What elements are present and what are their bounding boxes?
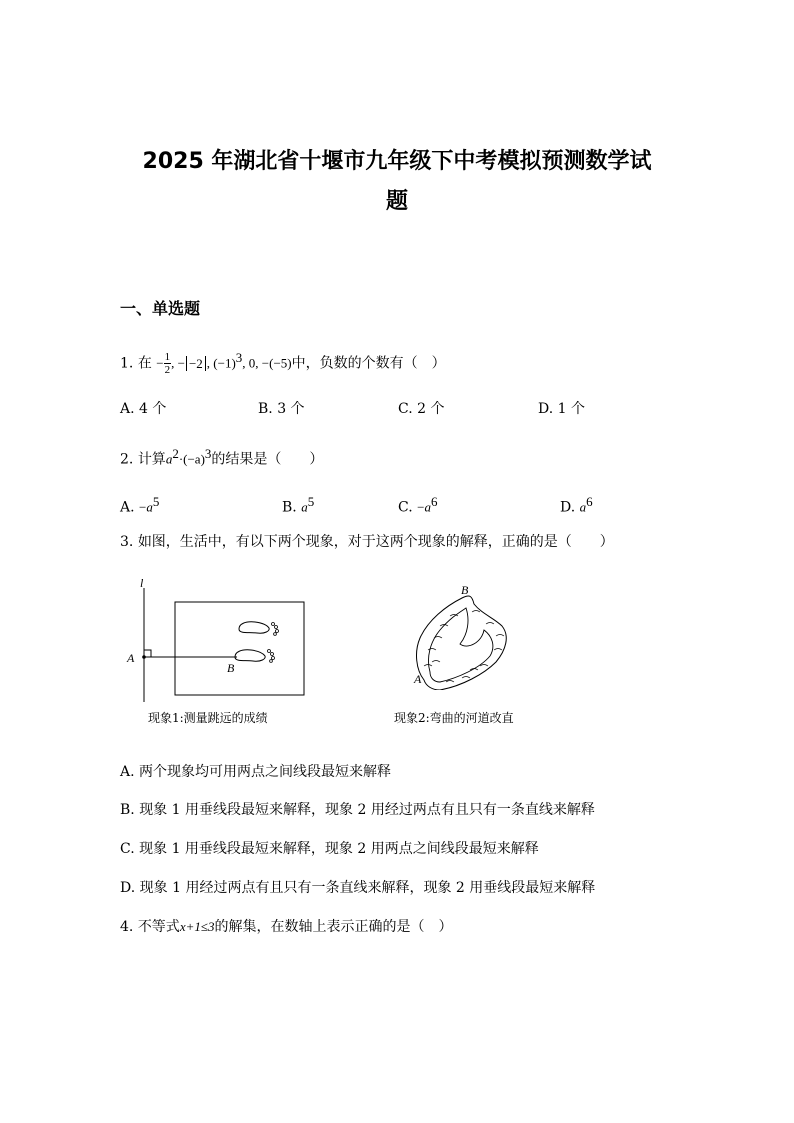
exponent: 6 bbox=[586, 494, 593, 509]
option-text: 4 个 bbox=[139, 401, 167, 417]
math-base: a bbox=[301, 499, 308, 515]
q2-option-c[interactable] bbox=[398, 494, 437, 516]
fig1-caption: 现象1:测量跳远的成绩 bbox=[148, 711, 268, 725]
q3-option-b[interactable] bbox=[120, 799, 595, 819]
question-text-prefix: 在 bbox=[137, 355, 152, 372]
question-2 bbox=[120, 446, 323, 469]
option-text: 3 个 bbox=[277, 401, 305, 417]
exponent: 3 bbox=[235, 350, 243, 365]
option-text: 两个现象均可用两点之间线段最短来解释 bbox=[139, 764, 392, 780]
math-expression-c: , (−1) bbox=[206, 355, 236, 371]
exponent: 5 bbox=[307, 494, 315, 509]
question-1 bbox=[120, 350, 446, 376]
question-text-suffix: 中，负数的个数有（ ） bbox=[291, 355, 446, 372]
q1-option-b[interactable] bbox=[258, 398, 305, 418]
q1-option-c[interactable] bbox=[398, 398, 444, 418]
option-letter: C. bbox=[120, 841, 135, 857]
question-text: 如图，生活中，有以下两个现象，对于这两个现象的解释，正确的是（ ） bbox=[137, 534, 614, 550]
option-text: 现象 1 用垂线段最短来解释，现象 2 用两点之间线段最短来解释 bbox=[139, 841, 539, 857]
math-base: a bbox=[424, 499, 431, 515]
exponent: 2 bbox=[172, 446, 179, 461]
river-bank-inner bbox=[428, 608, 492, 682]
section-heading-single-choice: 一、单选题 bbox=[120, 299, 201, 318]
exponent: 5 bbox=[152, 494, 160, 509]
option-text: 现象 1 用垂线段最短来解释，现象 2 用经过两点有且只有一条直线来解释 bbox=[139, 802, 595, 818]
fraction-denominator: 2 bbox=[164, 364, 171, 377]
q2-option-a[interactable] bbox=[120, 494, 159, 516]
q1-option-a[interactable] bbox=[120, 398, 166, 418]
option-letter: A. bbox=[120, 401, 135, 417]
document-title-line-2: 题 bbox=[385, 189, 408, 214]
fraction-one-half bbox=[164, 351, 172, 376]
question-text-prefix: 不等式 bbox=[137, 919, 180, 935]
math-base: a bbox=[146, 499, 153, 515]
abs-inner: −2 bbox=[188, 355, 203, 371]
option-letter: B. bbox=[258, 401, 273, 417]
point-a bbox=[142, 655, 146, 659]
option-letter: D. bbox=[538, 401, 554, 417]
q2-option-d[interactable] bbox=[560, 494, 593, 516]
fig2-caption: 现象2:弯曲的河道改直 bbox=[394, 711, 514, 725]
figure-winding-river bbox=[410, 590, 520, 690]
option-letter: D. bbox=[560, 499, 576, 516]
option-letter: B. bbox=[282, 499, 297, 516]
question-number: 3. bbox=[120, 534, 134, 550]
figure-long-jump bbox=[125, 578, 315, 702]
q3-option-c[interactable] bbox=[120, 838, 539, 858]
math-base: a bbox=[165, 451, 173, 467]
question-3 bbox=[120, 531, 614, 551]
q3-option-a[interactable] bbox=[120, 761, 391, 781]
math-sign: − bbox=[417, 499, 425, 515]
abs-value bbox=[186, 356, 206, 371]
question-4 bbox=[120, 916, 453, 936]
footprint-lower bbox=[235, 650, 275, 663]
question-number: 2. bbox=[120, 451, 134, 468]
question-text-suffix: 的结果是（ ） bbox=[211, 451, 324, 468]
math-base: a bbox=[579, 499, 587, 515]
inequality-expression: x+1≤3 bbox=[179, 919, 215, 934]
q1-option-d[interactable] bbox=[538, 398, 585, 418]
math-sign: − bbox=[156, 355, 164, 371]
option-text: 现象 1 用经过两点有且只有一条直线来解释，现象 2 用垂线段最短来解释 bbox=[139, 880, 596, 896]
math-expression-b: , − bbox=[171, 355, 185, 371]
option-letter: C. bbox=[398, 401, 413, 417]
option-text: 1 个 bbox=[557, 401, 585, 417]
question-text-prefix: 计算 bbox=[137, 451, 166, 468]
math-sign: − bbox=[139, 499, 147, 515]
document-title-line-1: 2025 年湖北省十堰市九年级下中考模拟预测数学试 bbox=[142, 149, 652, 174]
math-expression: ·(−a) bbox=[178, 451, 205, 467]
exponent: 3 bbox=[204, 446, 212, 461]
question-number: 4. bbox=[120, 919, 134, 935]
option-letter: D. bbox=[120, 880, 136, 896]
footprint-upper bbox=[239, 622, 279, 636]
exponent: 6 bbox=[430, 494, 438, 509]
q3-option-d[interactable] bbox=[120, 877, 595, 897]
fig2-label-a: A bbox=[414, 672, 422, 686]
fig1-label-l: l bbox=[140, 576, 144, 590]
question-number: 1. bbox=[120, 355, 134, 372]
fig1-label-a: A bbox=[127, 651, 135, 665]
q2-option-b[interactable] bbox=[282, 494, 314, 516]
fig1-label-b: B bbox=[227, 661, 235, 675]
option-letter: A. bbox=[120, 764, 135, 780]
sand-pit-rect bbox=[175, 602, 304, 695]
fraction-numerator: 1 bbox=[164, 351, 171, 364]
question-text-suffix: 的解集，在数轴上表示正确的是（ ） bbox=[214, 919, 453, 935]
option-letter: C. bbox=[398, 499, 413, 516]
option-letter: A. bbox=[120, 499, 135, 516]
option-text: 2 个 bbox=[417, 401, 445, 417]
option-letter: B. bbox=[120, 802, 135, 818]
fig2-label-b: B bbox=[461, 583, 469, 597]
math-expression-d: , 0, −(−5) bbox=[242, 355, 292, 371]
